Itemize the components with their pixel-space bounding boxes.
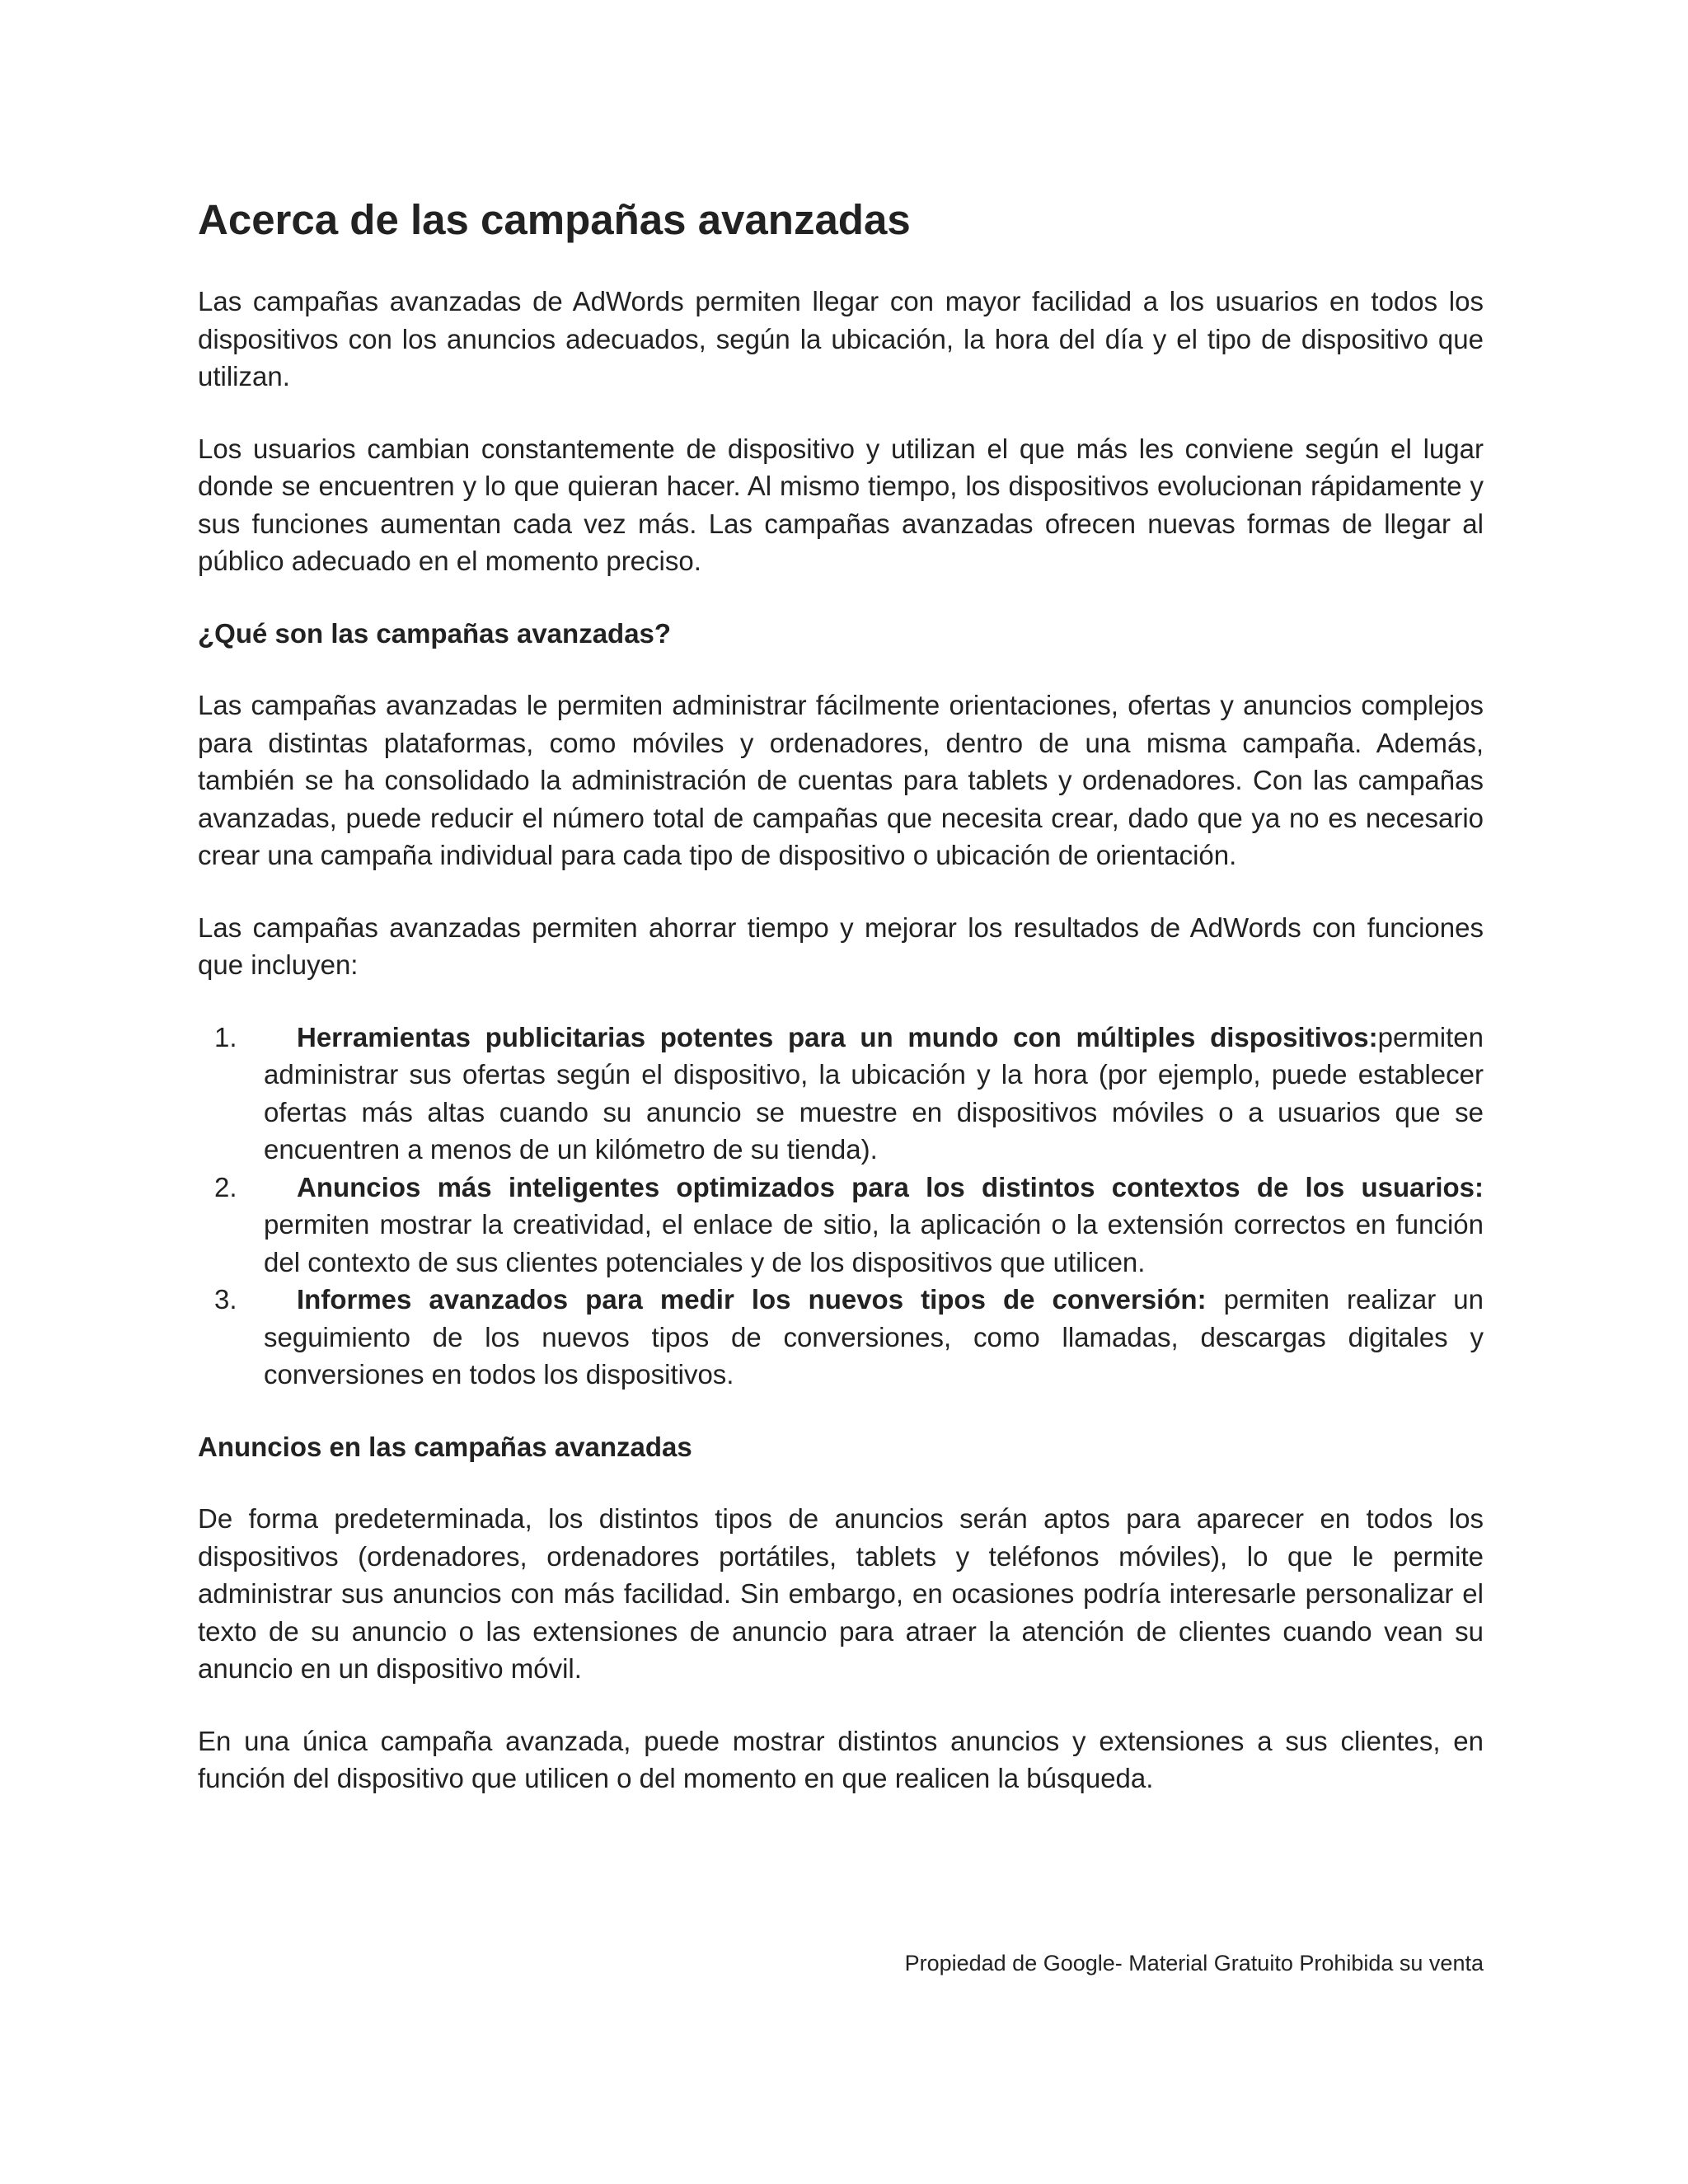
document-page — [198, 194, 1484, 1832]
page-footer: Propiedad de Google- Material Gratuito Prohibida su venta — [904, 1951, 1484, 1975]
list-item-text: permiten realizar un seguimiento de los nuevos tipos de conversiones, como llamadas, descargas digitales y conversiones en todos los dispositivos. — [264, 1284, 1484, 1390]
intro-paragraph-2: Los usuarios cambian constantemente de dispositivo y utilizan el que más les conviene según el lugar donde se encuentren y lo que quieran hacer. Al mismo tiempo, los dispositivos evolucionan rápidamente y sus funciones aumentan cada vez más. Las campañas avanzadas ofrecen nuevas formas de llegar al público adecuado en el momento preciso. — [198, 433, 1484, 577]
page-title: Acerca de las campañas avanzadas — [198, 196, 911, 243]
section1-paragraph-2: Las campañas avanzadas permiten ahorrar tiempo y mejorar los resultados de AdWords con funciones que incluyen: — [198, 912, 1484, 981]
list-item-number: 3. — [214, 1284, 237, 1315]
section2-paragraph-1: De forma predeterminada, los distintos tipos de anuncios serán aptos para aparecer en todos los dispositivos (ordenadores, ordenadores portátiles, tablets y teléfonos móviles), lo que le permite administrar sus anuncios con más facilidad. Sin embargo, en ocasiones podría interesarle personalizar el texto de su anuncio o las extensiones de anuncio para atraer la atención de clientes cuando vean su anuncio en un dispositivo móvil. — [198, 1503, 1484, 1685]
list-item-lead: Anuncios más inteligentes optimizados para los distintos contextos de los usuarios: — [297, 1171, 1484, 1202]
list-item-lead: Herramientas publicitarias potentes para un mundo con múltiples dispositivos: — [297, 1021, 1378, 1052]
section-heading-ads: Anuncios en las campañas avanzadas — [198, 1431, 692, 1462]
section1-paragraph-1: Las campañas avanzadas le permiten administrar fácilmente orientaciones, ofertas y anuncios complejos para distintas plataformas, como móviles y ordenadores, dentro de una misma campaña. Además, también se ha consolidado la administración de cuentas para tablets y ordenadores. Con las campañas avanzadas, puede reducir el número total de campañas que necesita crear, dado que ya no es necesario crear una campaña individual para cada tipo de dispositivo o ubicación de orientación. — [198, 690, 1484, 871]
features-list — [198, 1019, 1484, 1394]
list-item — [198, 1019, 1484, 1169]
list-item — [198, 1169, 1484, 1282]
section2-paragraph-2: En una única campaña avanzada, puede mostrar distintos anuncios y extensiones a sus clientes, en función del dispositivo que utilicen o del momento en que realicen la búsqueda. — [198, 1725, 1484, 1794]
section-heading-what-are: ¿Qué son las campañas avanzadas? — [198, 617, 672, 649]
list-item-text: permiten mostrar la creatividad, el enlace de sitio, la aplicación o la extensión correctos en función del contexto de sus clientes potenciales y de los dispositivos que utilicen. — [264, 1209, 1484, 1277]
intro-paragraph-1: Las campañas avanzadas de AdWords permiten llegar con mayor facilidad a los usuarios en todos los dispositivos con los anuncios adecuados, según la ubicación, la hora del día y el tipo de dispositivo que utilizan. — [198, 286, 1484, 392]
list-item-text: permiten administrar sus ofertas según el dispositivo, la ubicación y la hora (por ejemplo, puede establecer ofertas más altas cuando su anuncio se muestre en dispositivos móviles o a usuarios que se encuentren a menos de un kilómetro de su tienda). — [264, 1021, 1484, 1165]
list-item — [198, 1281, 1484, 1394]
list-item-number: 1. — [214, 1021, 237, 1052]
list-item-lead: Informes avanzados para medir los nuevos tipos de conversión: — [297, 1284, 1207, 1315]
list-item-number: 2. — [214, 1171, 237, 1202]
